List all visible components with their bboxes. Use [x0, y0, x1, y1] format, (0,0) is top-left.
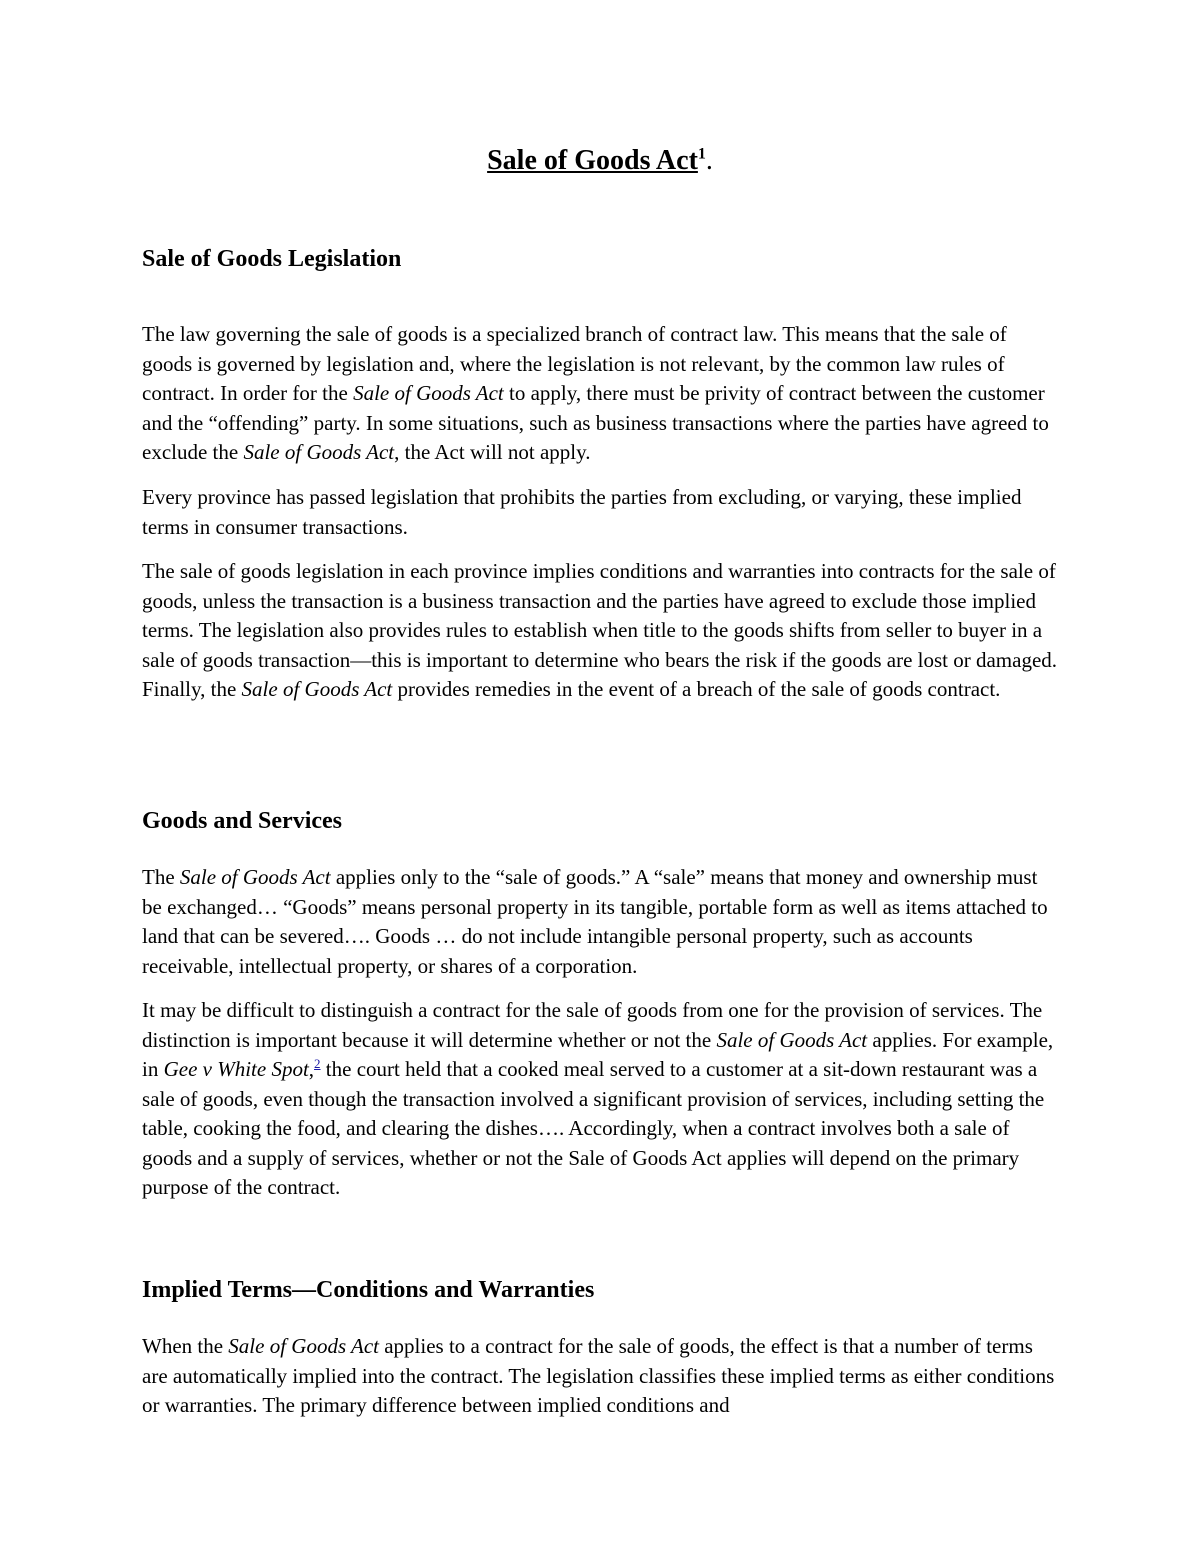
paragraph-goods-services-2: It may be difficult to distinguish a contract for the sale of goods from one for the provision of services. The distinction is important because it will determine whether or not the Sale of Goods Act applies. For example, in Gee v White Spot,$^2$ the court held that a cooked meal served to a customer at a sit-down restaurant was a sale of goods, even though the transaction involved a significant provision of services, including setting the table, cooking the food, and clearing the dishes…. Accordingly, when a contract involves both a sale of goods and a supply of services, whether or not the Sale of Goods Act applies will depend on the primary purpose of the contract.	[142, 998, 1054, 1199]
act-name-italic: Sale of Goods Act	[243, 440, 395, 464]
paragraph-legislation-1: The law governing the sale of goods is a specialized branch of contract law. This means that the sale of goods is governed by legislation and, where the legislation is not relevant, by the common law rules of contract. In order for the Sale of Goods Act to apply, there must be privity of contract between the customer and the “offending” party. In some situations, such as business transactions where the parties have agreed to exclude the Sale of Goods Act, the Act will not apply.	[142, 322, 1049, 464]
paragraph-legislation-3: The sale of goods legislation in each province implies conditions and warranties into contracts for the sale of goods, unless the transaction is a business transaction and the parties have agreed to exclude those implied terms. The legislation also provides rules to establish when title to the goods shifts from seller to buyer in a sale of goods transaction—this is important to determine who bears the risk if the goods are lost or damaged. Finally, the Sale of Goods Act provides remedies in the event of a breach of the sale of goods contract.	[142, 559, 1058, 701]
title-trailing-period: .	[705, 145, 713, 176]
document-title	[0, 143, 1200, 179]
act-name-italic: Sale of Goods Act	[179, 865, 331, 889]
title-footnote-mark[interactable]: 1	[697, 145, 706, 163]
paragraph-legislation-2: Every province has passed legislation that prohibits the parties from excluding, or varying, these implied terms in consumer transactions.	[142, 485, 1022, 539]
section-heading-goods-services: Goods and Services	[142, 808, 343, 834]
title-text: Sale of Goods Act	[487, 145, 698, 176]
section-heading-legislation: Sale of Goods Legislation	[142, 246, 402, 272]
footnote-link-2[interactable]: 2	[314, 1056, 321, 1071]
paragraph-goods-services-1: The Sale of Goods Act applies only to the “sale of goods.” A “sale” means that money and ownership must be exchanged… “Goods” means personal property in its tangible, portable form as well as items attached to land that can be severed…. Goods … do not include intangible personal property, such as accounts receivable, intellectual property, or shares of a corporation.	[142, 865, 1048, 978]
act-name-italic: Sale of Goods Act	[353, 381, 504, 405]
act-name-italic: Sale of Goods Act	[241, 677, 393, 701]
act-name-italic: Sale of Goods Act	[228, 1334, 379, 1358]
case-name-italic: Gee v White Spot	[163, 1057, 309, 1081]
paragraph-implied-terms-1: When the Sale of Goods Act applies to a contract for the sale of goods, the effect is that a number of terms are automatically implied into the contract. The legislation classifies these implied terms as either conditions or warranties. The primary difference between implied conditions and	[142, 1334, 1055, 1417]
act-name-italic: Sale of Goods Act	[716, 1027, 868, 1052]
section-heading-implied-terms: Implied Terms—Conditions and Warranties	[142, 1277, 595, 1303]
